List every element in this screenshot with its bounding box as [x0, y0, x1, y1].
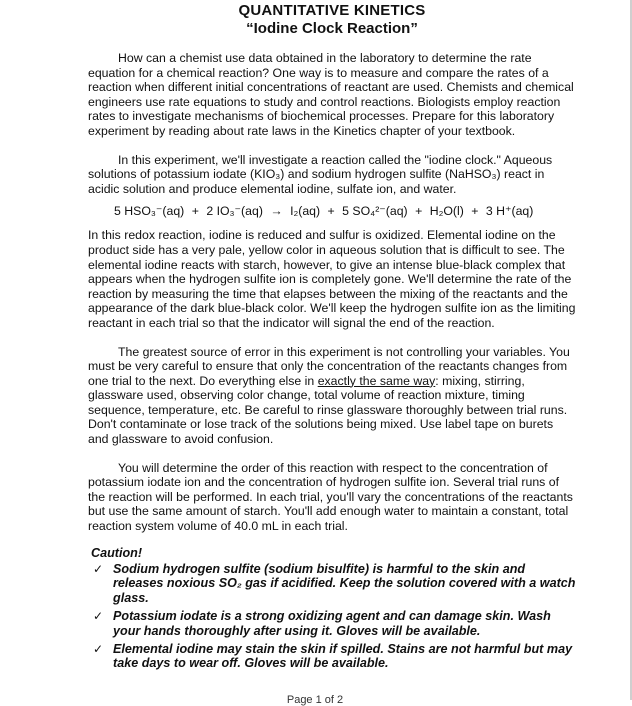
- intro-paragraph: [88, 51, 576, 139]
- caution-text: Potassium iodate is a strong oxidizing agent and can damage skin. Wash your hands thoroughly after using it. Gloves will be available.: [113, 609, 551, 638]
- reactant-iodate: 2 IO₃⁻(aq): [206, 204, 263, 219]
- experiment-paragraph: [88, 153, 576, 197]
- page-number: Page 1 of 2: [286, 694, 344, 706]
- experiment-text: In this experiment, we'll investigate a reaction called the "iodine clock." Aqueous solutions of potassium iodate (KIO₃) and sodium hydrogen sulfite (NaHSO₃) react in acidic solution and produce elemental iodine, sulfate ion, and water.: [88, 152, 553, 196]
- plus-sign: +: [191, 204, 199, 219]
- caution-text: Sodium hydrogen sulfite (sodium bisulfite) is harmful to the skin and releases noxious SO₂ gas if acidified. Keep the solution covered with a watch glass.: [113, 561, 576, 606]
- redox-paragraph: In this redox reaction, iodine is reduced and sulfur is oxidized. Elemental iodine on the product side has a very pale, yellow color in aqueous solution that is difficult to see. The elemental iodine reacts with starch, however, to give an intense blue-black complex that appears when the hydrogen sulfite ion is completely gone. We'll determine the rate of the reaction by measuring the time that elapses between the mixing of the reactants and the appearance of the dark blue-black color. We'll keep the hydrogen sulfite ion as the limiting reactant in each trial so that the indicator will signal the end of the reaction.: [88, 228, 576, 330]
- checkmark-icon: ✓: [93, 561, 104, 576]
- product-water: H₂O(l): [429, 204, 464, 219]
- order-text: You will determine the order of this reaction with respect to the concentration of potassium iodate ion and the concentration of hydrogen sulfite ion. Several trial runs of the reaction will be performed. In each trial, you'll vary the concentrations of the reactants but use the same amount of starch. You'll add enough water to maintain a constant, total reaction system volume of 40.0 mL in each trial.: [88, 460, 573, 534]
- order-paragraph: [88, 461, 576, 534]
- error-text-end: : mixing, stirring, glassware used, observing color change, total volume of reaction mixture, timing sequence, temperature, etc. Be careful to rinse glassware thoroughly between trial runs. Don't contaminate or lose track of the solutions being mixed. Use label tape on burets and glassware to avoid confusion.: [88, 373, 568, 447]
- checkmark-icon: ✓: [93, 641, 104, 656]
- error-text-start: The greatest source of error in this experiment is not controlling your variables. You must be very careful to ensure that only the concentration of the reactants changes from one trial to the next. Do everything else in: [88, 344, 570, 388]
- caution-list: [88, 562, 576, 672]
- error-paragraph: [88, 345, 576, 447]
- page-subtitle: “Iodine Clock Reaction”: [246, 20, 418, 37]
- checkmark-icon: ✓: [93, 609, 104, 624]
- emphasis-underlined: exactly the same way: [317, 373, 436, 388]
- reaction-equation: [114, 204, 576, 218]
- reactant-bisulfite: 5 HSO₃⁻(aq): [114, 204, 185, 219]
- caution-item: [88, 562, 576, 606]
- plus-sign: +: [415, 204, 423, 219]
- intro-text: How can a chemist use data obtained in the laboratory to determine the rate equation for a chemical reaction? One way is to measure and compare the rates of a reaction when different initial concentrations of reactant are used. Chemists and chemical engineers use rate equations to study and control reactions. Biologists employ reaction rates to investigate mechanisms of biochemical processes. Prepare for this laboratory experiment by reading about rate laws in the Kinetics chapter of your textbook.: [88, 51, 574, 138]
- plus-sign: +: [471, 204, 479, 219]
- caution-heading: Caution!: [91, 545, 143, 560]
- caution-item: [88, 609, 576, 639]
- plus-sign: +: [327, 204, 335, 219]
- product-iodine: I₂(aq): [290, 204, 321, 219]
- product-sulfate: 5 SO₄²⁻(aq): [342, 204, 408, 219]
- reaction-arrow-icon: →: [270, 204, 283, 219]
- caution-item: [88, 642, 576, 672]
- page-title: QUANTITATIVE KINETICS: [238, 2, 426, 19]
- caution-text: Elemental iodine may stain the skin if spilled. Stains are not harmful but may take days to wear off. Gloves will be available.: [113, 641, 573, 671]
- product-hydrogen-ion: 3 H⁺(aq): [485, 204, 534, 219]
